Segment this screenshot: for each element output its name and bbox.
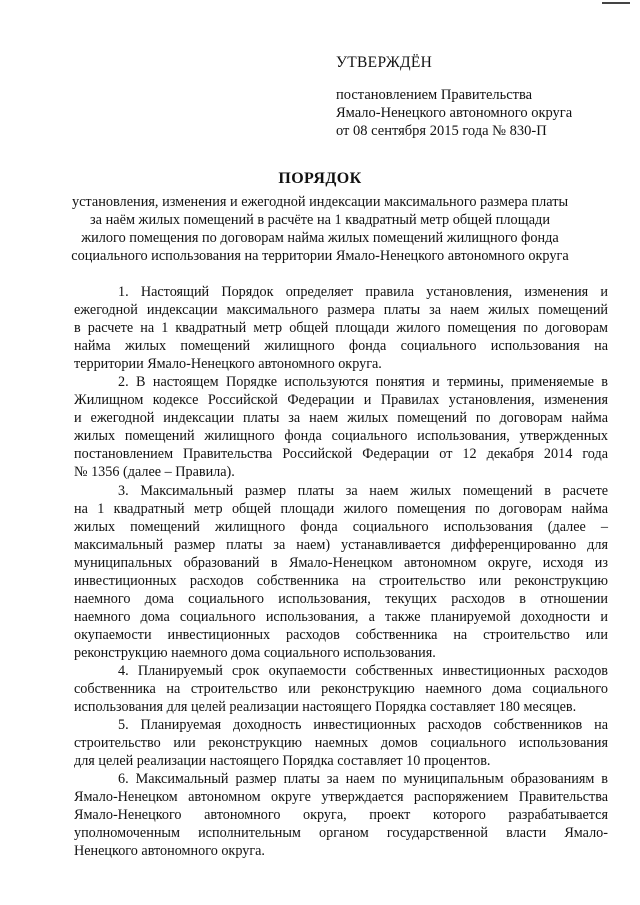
paragraph-6 (74, 770, 608, 860)
paragraph-line: строительство или реконструкцию наемных домов социального использования (74, 735, 608, 752)
document-subtitle (0, 193, 640, 265)
paragraph-line: для целей реализации настоящего Порядка составляет 10 процентов. (74, 753, 491, 770)
paragraph-line: муниципальных образований в Ямало-Ненецком автономном округе, исходя из (74, 554, 608, 571)
paragraph-line: Ямало-Ненецком автономном округе утверждается распоряжением Правительства (74, 789, 608, 806)
paragraph-line: 3. Максимальный размер платы за наем жилых помещений в расчете (118, 482, 608, 499)
paragraph-line: 1. Настоящий Порядок определяет правила установления, изменения и (118, 284, 608, 300)
paragraph-line: наемного дома социального использования, а также планируемой доходности и (74, 608, 608, 625)
paragraph-line: территории Ямало-Ненецкого автономного округа. (74, 356, 382, 373)
paragraph-3 (74, 482, 608, 662)
paragraph-line: 6. Максимальный размер платы за наем по муниципальным образованиям в (118, 771, 608, 788)
paragraph-5 (74, 716, 608, 770)
paragraph-line: реконструкцию наемного дома социального использования. (74, 644, 436, 661)
paragraph-line: 2. В настоящем Порядке используются понятия и термины, применяемые в (118, 374, 608, 391)
scan-mark (602, 2, 630, 4)
subtitle-line: за наём жилых помещений в расчёте на 1 квадратный метр общей площади (90, 212, 550, 228)
approval-line: от 08 сентября 2015 года № 830-П (336, 123, 547, 139)
approval-block (336, 54, 616, 140)
paragraph-line: Ненецкого автономного округа. (74, 843, 265, 860)
paragraph-line: № 1356 (далее – Правила). (74, 464, 235, 481)
paragraph-line: жилых помещений жилищного фонда социального использования, утвержденных (74, 428, 608, 445)
paragraph-line: Ямало-Ненецкого автономного округа, проект которого разрабатывается (74, 807, 608, 824)
approval-line: Ямало-Ненецкого автономного округа (336, 105, 573, 121)
approval-word: УТВЕРЖДЁН (336, 54, 433, 71)
paragraph-1 (74, 283, 608, 373)
paragraph-line: в расчете на 1 квадратный метр общей площади жилого помещения по договорам (74, 320, 608, 337)
paragraph-line: найма жилых помещений жилищного фонда социального использования на (74, 338, 608, 355)
paragraph-line: на 1 квадратный метр общей площади жилого помещения по договорам найма (74, 500, 608, 517)
paragraph-line: наемного дома социального использования, текущих расходов в отношении (74, 590, 608, 607)
subtitle-line: социального использования на территории Ямало-Ненецкого автономного округа (71, 248, 569, 264)
document-title: ПОРЯДОК (278, 170, 362, 187)
paragraph-line: ежегодной индексации максимального размера платы за наем жилых помещений (74, 302, 608, 319)
approval-line: постановлением Правительства (336, 87, 533, 103)
paragraph-line: использования для целей реализации настоящего Порядка составляет 180 месяцев. (74, 699, 577, 716)
paragraph-line: 5. Планируемая доходность инвестиционных расходов собственников на (118, 717, 608, 734)
paragraph-line: максимальный размер платы за наем) устанавливается дифференцированно для (74, 536, 608, 553)
paragraph-4 (74, 662, 608, 716)
paragraph-line: Жилищном кодексе Российской Федерации и Правилах установления, изменения (74, 392, 608, 409)
paragraph-line: жилых помещений жилищного фонда социального использования (далее – (74, 518, 608, 535)
paragraph-line: постановлением Правительства Российской Федерации от 12 декабря 2014 года (74, 446, 608, 463)
paragraph-line: 4. Планируемый срок окупаемости собственных инвестиционных расходов (118, 662, 608, 679)
document-body (74, 283, 608, 861)
paragraph-line: окупаемости инвестиционных расходов собственника на строительство или (74, 626, 608, 643)
paragraph-line: и ежегодной индексации платы за наем жилых помещений по договорам найма (74, 410, 608, 427)
paragraph-line: уполномоченным исполнительным органом государственной власти Ямало- (74, 825, 608, 842)
paragraph-line: инвестиционных расходов собственника на строительство или реконструкцию (74, 572, 608, 589)
subtitle-line: жилого помещения по договорам найма жилых помещений жилищного фонда (81, 230, 559, 246)
paragraph-2 (74, 373, 608, 481)
paragraph-line: собственника на строительство или реконструкцию наемного дома социального (74, 681, 608, 698)
subtitle-line: установления, изменения и ежегодной индексации максимального размера платы (71, 194, 569, 210)
